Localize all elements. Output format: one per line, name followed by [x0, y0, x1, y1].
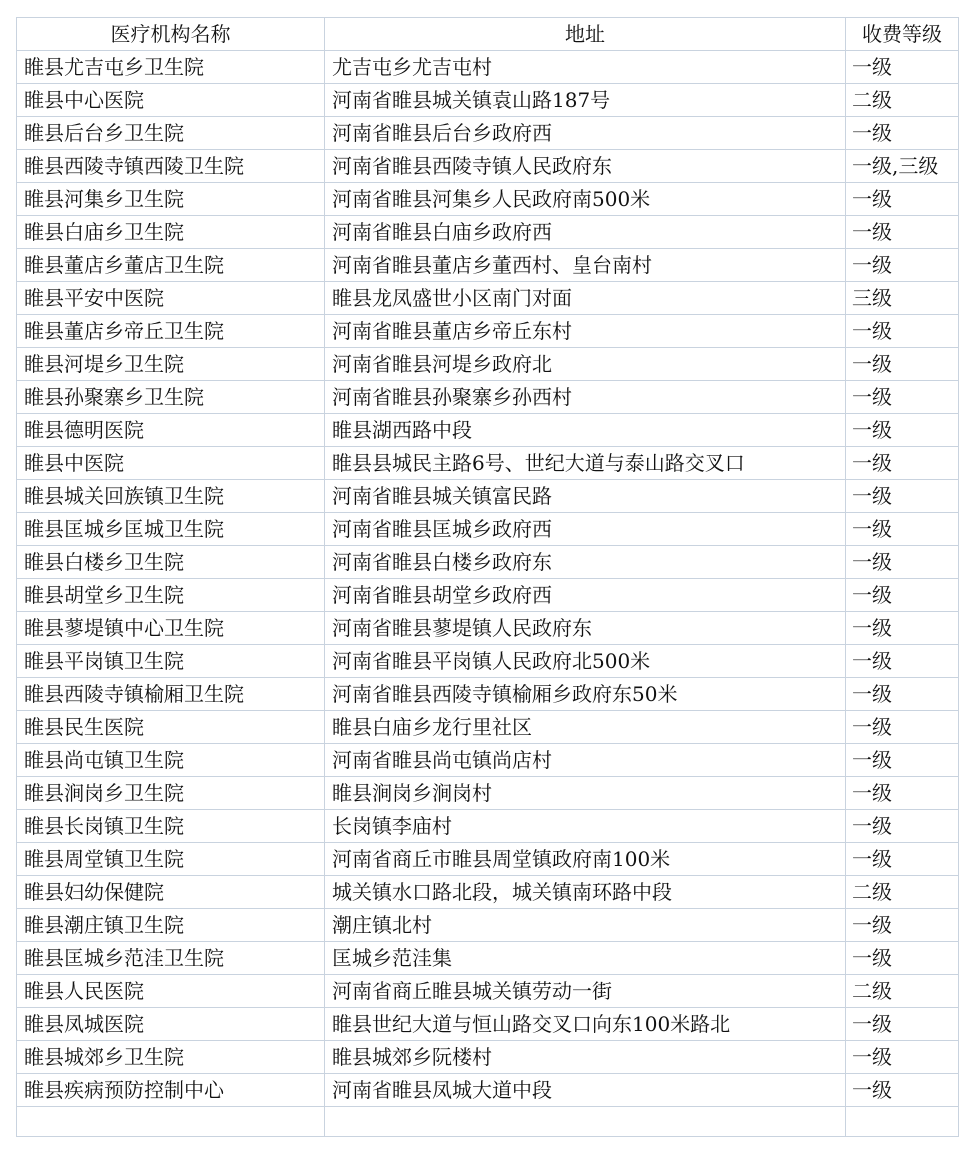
cell-institution-name: 睢县平岗镇卫生院	[17, 645, 325, 678]
cell-address: 河南省商丘市睢县周堂镇政府南100米	[325, 843, 846, 876]
cell-fee-grade: 二级	[846, 876, 959, 909]
cell-institution-name: 睢县匡城乡匡城卫生院	[17, 513, 325, 546]
medical-institutions-table	[16, 17, 959, 1137]
table-row	[17, 282, 959, 315]
table-row	[17, 414, 959, 447]
header-address: 地址	[325, 18, 846, 51]
table-row	[17, 315, 959, 348]
cell-address: 城关镇水口路北段，城关镇南环路中段	[325, 876, 846, 909]
header-institution-name: 医疗机构名称	[17, 18, 325, 51]
cell-address: 睢县白庙乡龙行里社区	[325, 711, 846, 744]
cell-address: 河南省睢县胡堂乡政府西	[325, 579, 846, 612]
table-row	[17, 447, 959, 480]
cell-fee-grade: 一级	[846, 414, 959, 447]
cell-address: 河南省睢县孙聚寨乡孙西村	[325, 381, 846, 414]
cell-fee-grade: 一级	[846, 249, 959, 282]
cell-fee-grade: 一级	[846, 546, 959, 579]
table-row	[17, 612, 959, 645]
cell-institution-name: 睢县中医院	[17, 447, 325, 480]
cell-fee-grade: 一级	[846, 909, 959, 942]
cell-fee-grade: 一级	[846, 1074, 959, 1107]
table-row	[17, 678, 959, 711]
table-row	[17, 546, 959, 579]
cell-address: 河南省睢县后台乡政府西	[325, 117, 846, 150]
table-row	[17, 1008, 959, 1041]
cell-fee-grade: 一级	[846, 348, 959, 381]
table-row	[17, 579, 959, 612]
table-row	[17, 150, 959, 183]
cell-fee-grade: 一级	[846, 942, 959, 975]
cell-institution-name: 睢县凤城医院	[17, 1008, 325, 1041]
cell-fee-grade: 一级	[846, 1008, 959, 1041]
cell-fee-grade: 一级	[846, 711, 959, 744]
cell-institution-name: 睢县平安中医院	[17, 282, 325, 315]
cell-fee-grade: 一级	[846, 777, 959, 810]
cell-address: 长岗镇李庙村	[325, 810, 846, 843]
cell-fee-grade: 一级	[846, 645, 959, 678]
table-row	[17, 711, 959, 744]
cell-institution-name: 睢县白楼乡卫生院	[17, 546, 325, 579]
cell-address: 河南省睢县西陵寺镇人民政府东	[325, 150, 846, 183]
cell-institution-name: 睢县涧岗乡卫生院	[17, 777, 325, 810]
cell-address: 睢县湖西路中段	[325, 414, 846, 447]
header-row	[17, 18, 959, 51]
cell-address: 河南省睢县匡城乡政府西	[325, 513, 846, 546]
cell-address: 睢县城郊乡阮楼村	[325, 1041, 846, 1074]
cell-fee-grade: 一级	[846, 579, 959, 612]
cell-institution-name: 睢县河堤乡卫生院	[17, 348, 325, 381]
cell-address: 河南省睢县尚屯镇尚店村	[325, 744, 846, 777]
cell-institution-name: 睢县长岗镇卫生院	[17, 810, 325, 843]
cell-fee-grade: 一级	[846, 216, 959, 249]
cell-fee-grade: 三级	[846, 282, 959, 315]
table-row	[17, 744, 959, 777]
cell-institution-name: 睢县匡城乡范洼卫生院	[17, 942, 325, 975]
cell-address: 河南省睢县蓼堤镇人民政府东	[325, 612, 846, 645]
cell-institution-name: 睢县孙聚寨乡卫生院	[17, 381, 325, 414]
table-row	[17, 216, 959, 249]
cell-address: 河南省睢县平岗镇人民政府北500米	[325, 645, 846, 678]
cell-fee-grade: 一级	[846, 447, 959, 480]
empty-cell	[17, 1107, 325, 1137]
cell-institution-name: 睢县周堂镇卫生院	[17, 843, 325, 876]
cell-fee-grade: 二级	[846, 84, 959, 117]
cell-institution-name: 睢县董店乡董店卫生院	[17, 249, 325, 282]
cell-address: 睢县县城民主路6号、世纪大道与泰山路交叉口	[325, 447, 846, 480]
cell-institution-name: 睢县白庙乡卫生院	[17, 216, 325, 249]
table-row	[17, 645, 959, 678]
cell-institution-name: 睢县西陵寺镇榆厢卫生院	[17, 678, 325, 711]
table-row	[17, 117, 959, 150]
cell-institution-name: 睢县尚屯镇卫生院	[17, 744, 325, 777]
cell-fee-grade: 二级	[846, 975, 959, 1008]
cell-institution-name: 睢县城关回族镇卫生院	[17, 480, 325, 513]
table-row	[17, 1074, 959, 1107]
cell-address: 潮庄镇北村	[325, 909, 846, 942]
cell-institution-name: 睢县潮庄镇卫生院	[17, 909, 325, 942]
cell-institution-name: 睢县中心医院	[17, 84, 325, 117]
cell-address: 河南省睢县白庙乡政府西	[325, 216, 846, 249]
header-fee-grade: 收费等级	[846, 18, 959, 51]
cell-fee-grade: 一级	[846, 183, 959, 216]
cell-institution-name: 睢县德明医院	[17, 414, 325, 447]
cell-fee-grade: 一级	[846, 612, 959, 645]
cell-address: 河南省睢县城关镇袁山路187号	[325, 84, 846, 117]
cell-address: 睢县涧岗乡涧岗村	[325, 777, 846, 810]
table-row	[17, 249, 959, 282]
cell-address: 河南省睢县西陵寺镇榆厢乡政府东50米	[325, 678, 846, 711]
cell-fee-grade: 一级	[846, 315, 959, 348]
cell-address: 睢县世纪大道与恒山路交叉口向东100米路北	[325, 1008, 846, 1041]
table-row	[17, 381, 959, 414]
cell-fee-grade: 一级,三级	[846, 150, 959, 183]
cell-institution-name: 睢县疾病预防控制中心	[17, 1074, 325, 1107]
table-row	[17, 183, 959, 216]
cell-fee-grade: 一级	[846, 51, 959, 84]
cell-fee-grade: 一级	[846, 1041, 959, 1074]
cell-institution-name: 睢县蓼堤镇中心卫生院	[17, 612, 325, 645]
table-row	[17, 51, 959, 84]
cell-fee-grade: 一级	[846, 513, 959, 546]
table-row	[17, 942, 959, 975]
cell-address: 河南省睢县董店乡帝丘东村	[325, 315, 846, 348]
cell-institution-name: 睢县妇幼保健院	[17, 876, 325, 909]
table-row	[17, 810, 959, 843]
cell-address: 河南省睢县白楼乡政府东	[325, 546, 846, 579]
cell-fee-grade: 一级	[846, 744, 959, 777]
cell-institution-name: 睢县尤吉屯乡卫生院	[17, 51, 325, 84]
cell-institution-name: 睢县后台乡卫生院	[17, 117, 325, 150]
table-row	[17, 876, 959, 909]
cell-institution-name: 睢县民生医院	[17, 711, 325, 744]
cell-institution-name: 睢县人民医院	[17, 975, 325, 1008]
table-row	[17, 777, 959, 810]
empty-cell	[325, 1107, 846, 1137]
cell-fee-grade: 一级	[846, 381, 959, 414]
table-body	[17, 51, 959, 1137]
cell-address: 河南省睢县董店乡董西村、皇台南村	[325, 249, 846, 282]
cell-address: 匡城乡范洼集	[325, 942, 846, 975]
cell-fee-grade: 一级	[846, 678, 959, 711]
cell-institution-name: 睢县胡堂乡卫生院	[17, 579, 325, 612]
cell-address: 河南省睢县凤城大道中段	[325, 1074, 846, 1107]
cell-institution-name: 睢县西陵寺镇西陵卫生院	[17, 150, 325, 183]
cell-fee-grade: 一级	[846, 843, 959, 876]
cell-institution-name: 睢县河集乡卫生院	[17, 183, 325, 216]
cell-address: 河南省睢县城关镇富民路	[325, 480, 846, 513]
cell-fee-grade: 一级	[846, 480, 959, 513]
table-row	[17, 975, 959, 1008]
table-row	[17, 909, 959, 942]
cell-institution-name: 睢县董店乡帝丘卫生院	[17, 315, 325, 348]
cell-address: 河南省睢县河堤乡政府北	[325, 348, 846, 381]
cell-address: 河南省商丘睢县城关镇劳动一街	[325, 975, 846, 1008]
table-row	[17, 843, 959, 876]
cell-fee-grade: 一级	[846, 117, 959, 150]
table-row	[17, 84, 959, 117]
table-row	[17, 1041, 959, 1074]
empty-row	[17, 1107, 959, 1137]
cell-address: 河南省睢县河集乡人民政府南500米	[325, 183, 846, 216]
empty-cell	[846, 1107, 959, 1137]
cell-fee-grade: 一级	[846, 810, 959, 843]
cell-address: 睢县龙凤盛世小区南门对面	[325, 282, 846, 315]
cell-address: 尤吉屯乡尤吉屯村	[325, 51, 846, 84]
table-row	[17, 348, 959, 381]
table-row	[17, 480, 959, 513]
cell-institution-name: 睢县城郊乡卫生院	[17, 1041, 325, 1074]
table-row	[17, 513, 959, 546]
